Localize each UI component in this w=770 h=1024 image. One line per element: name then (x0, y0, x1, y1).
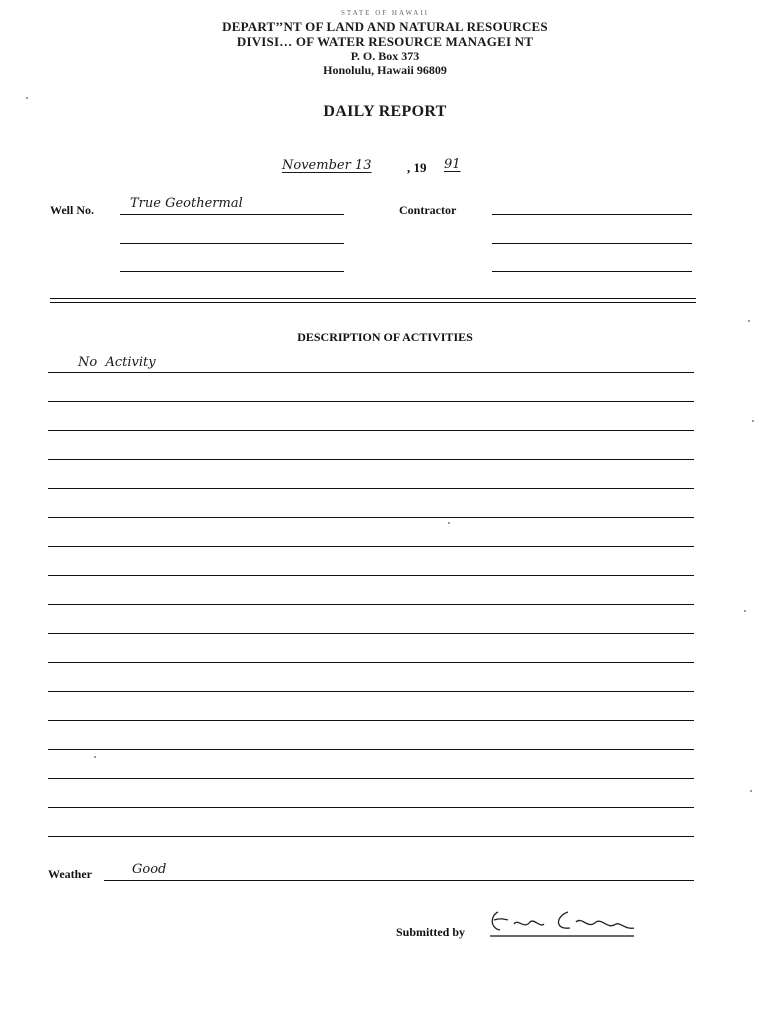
contractor-line-2 (492, 243, 692, 244)
contractor-label: Contractor (399, 203, 457, 217)
scan-speck (448, 522, 450, 524)
activity-line (48, 749, 694, 750)
well-line-1 (120, 214, 344, 215)
activity-line (48, 488, 694, 489)
signature-mark (484, 904, 644, 944)
date-year-prefix: , 19 (407, 160, 427, 175)
activity-line (48, 459, 694, 460)
activity-line (48, 633, 694, 634)
activity-entry: No Activity (78, 355, 156, 370)
activity-line (48, 575, 694, 576)
weather-label: Weather (48, 867, 92, 881)
activity-line (48, 807, 694, 808)
activity-line (48, 546, 694, 547)
contractor-line-1 (492, 214, 692, 215)
section-divider-bottom (50, 302, 696, 303)
well-value: True Geothermal (130, 196, 243, 211)
department-heading: DEPART’’NT OF LAND AND NATURAL RESOURCES (222, 19, 548, 34)
well-label: Well No. (50, 203, 94, 217)
activity-line (48, 691, 694, 692)
activity-line (48, 662, 694, 663)
activity-line (48, 836, 694, 837)
submitted-label: Submitted by (396, 925, 466, 939)
well-line-3 (120, 271, 344, 272)
scan-speck (752, 420, 754, 422)
report-title: DAILY REPORT (323, 103, 447, 120)
scan-speck (750, 790, 752, 792)
date-month-day: November 13 (282, 158, 372, 173)
activity-line (48, 401, 694, 402)
activity-line (48, 517, 694, 518)
activity-line (48, 604, 694, 605)
well-line-2 (120, 243, 344, 244)
section-title: DESCRIPTION OF ACTIVITIES (297, 330, 473, 344)
city-address: Honolulu, Hawaii 96809 (323, 63, 447, 77)
date-year-suffix: 91 (444, 157, 461, 172)
contractor-line-3 (492, 271, 692, 272)
activity-line (48, 430, 694, 431)
scan-speck (26, 97, 28, 99)
division-heading: DIVISI… OF WATER RESOURCE MANAGEI NT (236, 34, 534, 49)
state-heading: STATE OF HAWAII (341, 9, 429, 17)
weather-line (104, 880, 694, 881)
section-divider-top (50, 298, 696, 299)
signature (484, 904, 644, 944)
activity-line (48, 720, 694, 721)
activity-line (48, 372, 694, 373)
po-box: P. O. Box 373 (350, 49, 420, 63)
scan-speck (748, 320, 750, 322)
activity-line (48, 778, 694, 779)
scan-speck (744, 610, 746, 612)
weather-value: Good (132, 862, 167, 877)
date-field (282, 156, 472, 178)
scan-speck (94, 756, 96, 758)
